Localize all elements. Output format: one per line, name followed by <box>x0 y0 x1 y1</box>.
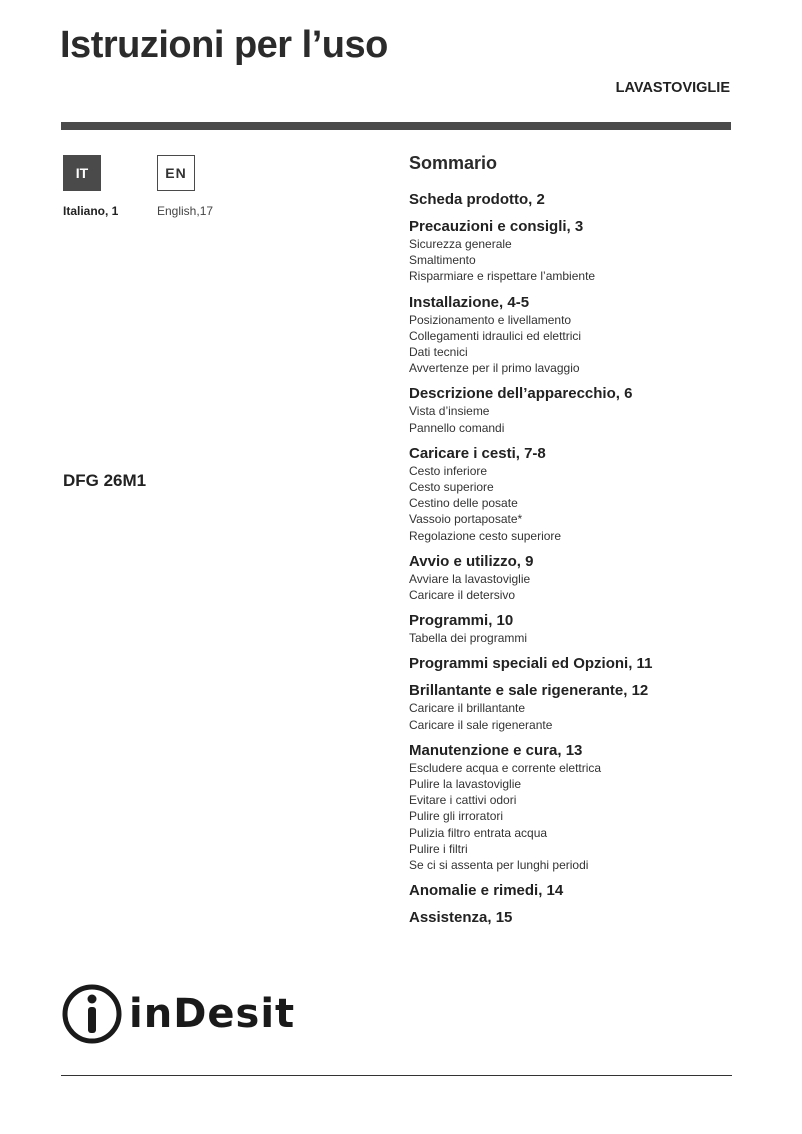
language-badge-it[interactable]: IT <box>63 155 101 191</box>
language-label-it: Italiano, 1 <box>63 204 119 218</box>
indesit-i-logo-icon <box>61 983 123 1045</box>
toc-section-title[interactable]: Precauzioni e consigli, 3 <box>409 218 584 235</box>
toc-subsection[interactable]: Regolazione cesto superiore <box>409 528 562 543</box>
toc-subsection[interactable]: Tabella dei programmi <box>409 631 528 646</box>
toc-section <box>409 908 739 927</box>
toc-section <box>409 444 739 544</box>
toc-section <box>409 552 739 603</box>
toc-subsection[interactable]: Evitare i cattivi odori <box>409 793 517 808</box>
toc-subsection[interactable]: Risparmiare e rispettare l’ambiente <box>409 269 596 284</box>
toc-subsection[interactable]: Pulire la lavastoviglie <box>409 777 522 792</box>
toc-subsection[interactable]: Pulire i filtri <box>409 841 468 856</box>
toc-section-title[interactable]: Caricare i cesti, 7-8 <box>409 444 546 462</box>
toc-heading: Sommario <box>409 153 498 173</box>
product-category: LAVASTOVIGLIE <box>615 80 730 96</box>
toc-section <box>409 293 739 377</box>
toc-section <box>409 681 739 732</box>
toc-section <box>409 190 739 209</box>
toc-section <box>409 217 739 285</box>
table-of-contents <box>409 190 739 935</box>
toc-section-title[interactable]: Installazione, 4-5 <box>409 293 530 311</box>
toc-subsection[interactable]: Collegamenti idraulici ed elettrici <box>409 328 582 343</box>
toc-subsection[interactable]: Vista d’insieme <box>409 404 490 419</box>
toc-subsection[interactable]: Pulizia filtro entrata acqua <box>409 825 548 840</box>
toc-subsection[interactable]: Escludere acqua e corrente elettrica <box>409 760 602 775</box>
toc-subsection[interactable]: Caricare il detersivo <box>409 588 516 603</box>
toc-subsection[interactable]: Vassoio portaposate* <box>409 512 523 527</box>
toc-section <box>409 384 739 435</box>
toc-section-title[interactable]: Avvio e utilizzo, 9 <box>409 552 534 570</box>
toc-subsection[interactable]: Caricare il sale rigenerante <box>409 717 553 732</box>
model-number: DFG 26M1 <box>63 471 147 490</box>
toc-section <box>409 741 739 873</box>
toc-section-title[interactable]: Descrizione dell’apparecchio, 6 <box>409 385 633 403</box>
language-badge-en[interactable]: EN <box>157 155 195 191</box>
toc-section-title[interactable]: Programmi speciali ed Opzioni, 11 <box>409 655 653 673</box>
toc-subsection[interactable]: Avviare la lavastoviglie <box>409 571 531 586</box>
brand-logo <box>61 983 295 1045</box>
toc-subsection[interactable]: Posizionamento e livellamento <box>409 312 572 327</box>
toc-subsection[interactable]: Cesto superiore <box>409 480 494 495</box>
toc-subsection[interactable]: Caricare il brillantante <box>409 701 526 716</box>
toc-subsection[interactable]: Pulire gli irroratori <box>409 809 504 824</box>
footer-divider <box>61 1075 732 1076</box>
brand-wordmark: inDesit <box>129 991 296 1037</box>
toc-section-title[interactable]: Anomalie e rimedi, 14 <box>409 882 564 900</box>
toc-subsection[interactable]: Dati tecnici <box>409 345 468 360</box>
toc-section-title[interactable]: Manutenzione e cura, 13 <box>409 741 583 759</box>
toc-section <box>409 881 739 900</box>
language-label-en: English,17 <box>157 204 214 218</box>
header-divider <box>61 122 731 130</box>
toc-subsection[interactable]: Avvertenze per il primo lavaggio <box>409 361 580 376</box>
toc-section-title[interactable]: Scheda prodotto, 2 <box>409 191 545 208</box>
page-title: Istruzioni per l’uso <box>60 24 388 66</box>
toc-subsection[interactable]: Se ci si assenta per lunghi periodi <box>409 858 589 873</box>
toc-subsection[interactable]: Sicurezza generale <box>409 237 512 251</box>
toc-section <box>409 611 739 646</box>
toc-section-title[interactable]: Assistenza, 15 <box>409 909 513 927</box>
toc-section-title[interactable]: Brillantante e sale rigenerante, 12 <box>409 682 649 700</box>
toc-subsection[interactable]: Cestino delle posate <box>409 496 518 511</box>
toc-subsection[interactable]: Smaltimento <box>409 253 476 268</box>
toc-subsection[interactable]: Cesto inferiore <box>409 463 488 478</box>
toc-section <box>409 654 739 673</box>
toc-section-title[interactable]: Programmi, 10 <box>409 612 514 630</box>
toc-subsection[interactable]: Pannello comandi <box>409 420 505 435</box>
